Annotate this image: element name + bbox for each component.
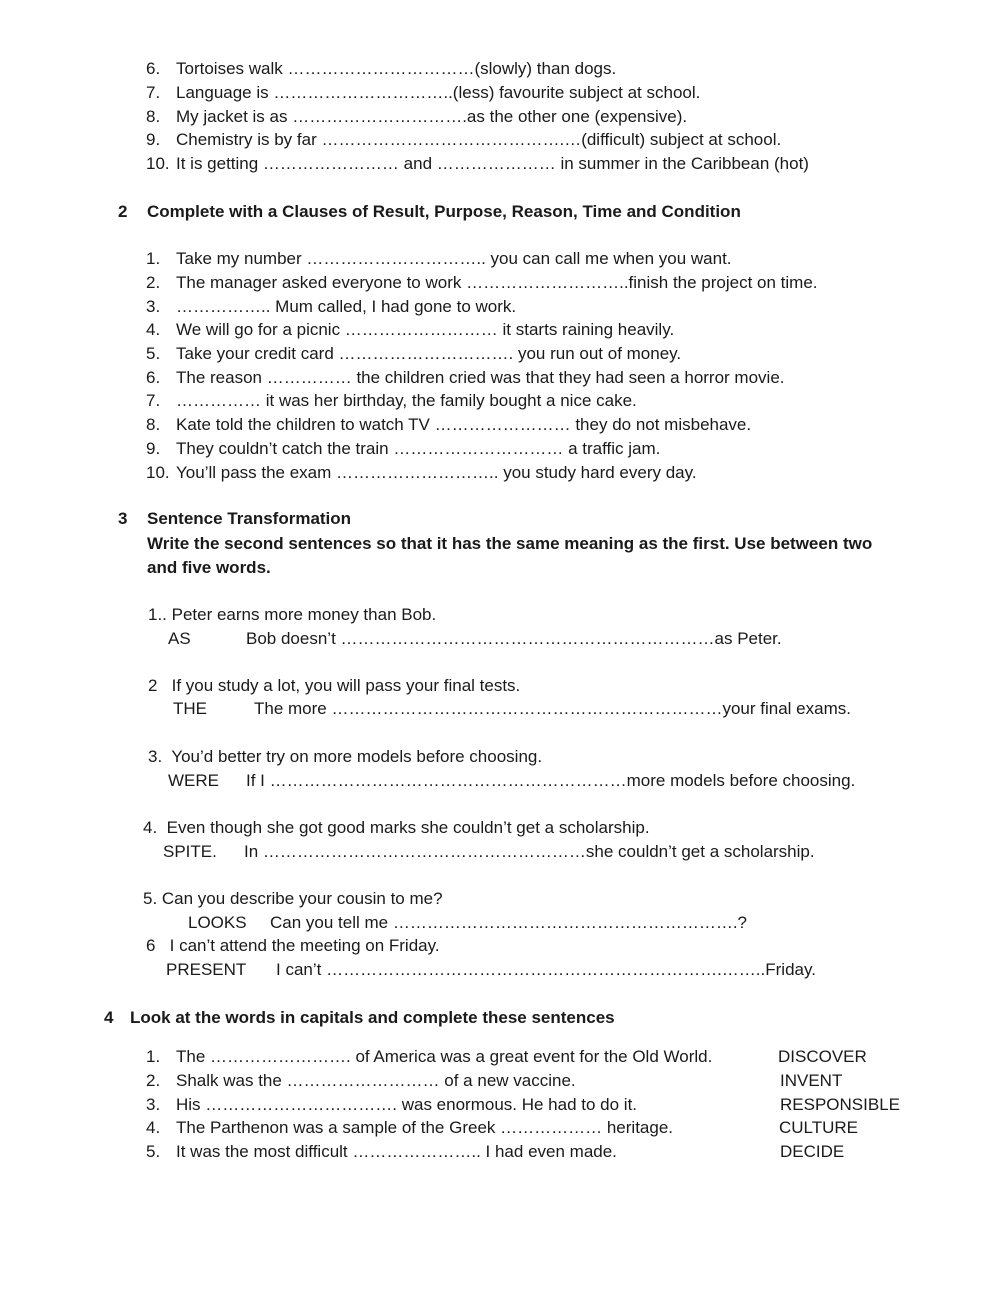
s2-item-4 — [146, 320, 674, 340]
s1-item-7 — [146, 83, 700, 103]
section3-number: 3 — [118, 509, 128, 528]
s1-item-9-number: 9. — [146, 130, 161, 149]
s3-item-2-sentence: 2 If you study a lot, you will pass your final tests. — [148, 676, 521, 695]
section2-number: 2 — [118, 202, 128, 221]
s2-item-4-text: We will go for a picnic ……………………… it starts raining heavily. — [176, 320, 675, 339]
s2-item-1-number: 1. — [146, 249, 161, 268]
s3-item-4-sentence: 4. Even though she got good marks she couldn’t get a scholarship. — [143, 818, 650, 837]
s2-item-6-text: The reason …………… the children cried was that they had seen a horror movie. — [176, 368, 785, 387]
s2-item-1 — [146, 249, 732, 269]
s1-item-10-number: 10. — [146, 154, 170, 173]
s2-item-7 — [146, 391, 637, 411]
section2-title: Complete with a Clauses of Result, Purpose, Reason, Time and Condition — [147, 202, 741, 221]
s1-item-8-text: My jacket is as ………………………….as the other one (expensive). — [176, 107, 688, 126]
s3-item-4-answer: In …………………………………………………she couldn’t get a scholarship. — [244, 842, 815, 861]
s2-item-1-text: Take my number ………………………….. you can call me when you want. — [176, 249, 732, 268]
s2-item-2-number: 2. — [146, 273, 161, 292]
s4-item-2 — [146, 1071, 576, 1091]
s4-item-5 — [146, 1142, 617, 1162]
s3-item-3-sentence: 3. You’d better try on more models before choosing. — [148, 747, 543, 766]
s1-item-6-text: Tortoises walk ……………………………(slowly) than dogs. — [176, 59, 617, 78]
s2-item-4-number: 4. — [146, 320, 161, 339]
s4-item-1-number: 1. — [146, 1047, 161, 1066]
s4-item-2-word: INVENT — [780, 1071, 843, 1090]
s4-item-1 — [146, 1047, 712, 1067]
s1-item-6 — [146, 59, 616, 79]
s2-item-3-number: 3. — [146, 297, 161, 316]
section3-instruction-line1: Write the second sentences so that it has the same meaning as the first. Use between two — [147, 534, 873, 553]
s2-item-3-text: …………….. Mum called, I had gone to work. — [176, 297, 517, 316]
section3-title: Sentence Transformation — [147, 509, 352, 528]
s3-item-5-keyword: LOOKS — [188, 913, 247, 932]
s3-item-1-sentence: 1.. Peter earns more money than Bob. — [148, 605, 437, 624]
s3-item-5-answer: Can you tell me …………………………………………………….? — [270, 913, 748, 932]
s3-item-2-keyword: THE — [173, 699, 207, 718]
s4-item-1-text: The ……………………. of America was a great event for the Old World. — [176, 1047, 713, 1066]
s4-item-4-number: 4. — [146, 1118, 161, 1137]
s1-item-9-text: Chemistry is by far …………………………………….…(difficult) subject at school. — [176, 130, 782, 149]
s4-item-4 — [146, 1118, 673, 1138]
s2-item-10-text: You’ll pass the exam ……………………….. you study hard every day. — [176, 463, 697, 482]
s4-item-3 — [146, 1095, 637, 1115]
s1-item-8 — [146, 107, 687, 127]
s3-item-4-keyword: SPITE. — [163, 842, 217, 861]
s3-item-3-keyword: WERE — [168, 771, 219, 790]
s1-item-10 — [146, 154, 809, 174]
s2-item-7-number: 7. — [146, 391, 161, 410]
s2-item-5-text: Take your credit card …………………………. you run out of money. — [176, 344, 682, 363]
s2-item-3 — [146, 297, 516, 317]
s4-item-2-number: 2. — [146, 1071, 161, 1090]
s3-item-1-answer: Bob doesn’t …………………………………………………………as Peter. — [246, 629, 782, 648]
s4-item-3-text: His ……………………………. was enormous. He had to do it. — [176, 1095, 638, 1114]
s3-item-5-sentence: 5. Can you describe your cousin to me? — [143, 889, 443, 908]
s4-item-3-word: RESPONSIBLE — [780, 1095, 900, 1114]
s4-item-5-number: 5. — [146, 1142, 161, 1161]
section4-title: Look at the words in capitals and complete these sentences — [130, 1008, 615, 1027]
section4-number: 4 — [104, 1008, 114, 1027]
s2-item-2-text: The manager asked everyone to work ………………………..finish the project on time. — [176, 273, 818, 292]
section3-instruction-line2: and five words. — [147, 558, 271, 577]
s2-item-6-number: 6. — [146, 368, 161, 387]
s4-item-4-word: CULTURE — [779, 1118, 859, 1137]
s2-item-8-number: 8. — [146, 415, 161, 434]
s3-item-3-answer: If I ………………………………………………………more models before choosing. — [246, 771, 856, 790]
s2-item-9-number: 9. — [146, 439, 161, 458]
s3-item-6-answer: I can’t …………………………………………………………….……..Friday. — [276, 960, 816, 979]
s2-item-8-text: Kate told the children to watch TV …………………… they do not misbehave. — [176, 415, 752, 434]
s4-item-5-text: It was the most difficult ………………….. I had even made. — [176, 1142, 617, 1161]
s4-item-5-word: DECIDE — [780, 1142, 845, 1161]
s1-item-9 — [146, 130, 781, 150]
s1-item-6-number: 6. — [146, 59, 161, 78]
s2-item-5-number: 5. — [146, 344, 161, 363]
s2-item-10-number: 10. — [146, 463, 170, 482]
s2-item-9 — [146, 439, 660, 459]
s2-item-6 — [146, 368, 785, 388]
s3-item-1-keyword: AS — [168, 629, 191, 648]
s2-item-10 — [146, 463, 697, 483]
s4-item-2-text: Shalk was the ……………………… of a new vaccine. — [176, 1071, 576, 1090]
s3-item-2-answer: The more ……………………………………………………………your final exams. — [254, 699, 851, 718]
s4-item-3-number: 3. — [146, 1095, 161, 1114]
s2-item-2 — [146, 273, 818, 293]
s4-item-1-word: DISCOVER — [778, 1047, 867, 1066]
s2-item-7-text: …………… it was her birthday, the family bought a nice cake. — [176, 391, 637, 410]
s3-item-6-keyword: PRESENT — [166, 960, 247, 979]
s2-item-8 — [146, 415, 751, 435]
s3-item-6-sentence: 6 I can’t attend the meeting on Friday. — [146, 936, 440, 955]
s2-item-5 — [146, 344, 681, 364]
s1-item-7-text: Language is …………………………..(less) favourite subject at school. — [176, 83, 701, 102]
s4-item-4-text: The Parthenon was a sample of the Greek ……………… heritage. — [176, 1118, 674, 1137]
s1-item-8-number: 8. — [146, 107, 161, 126]
s2-item-9-text: They couldn’t catch the train ………………………… a traffic jam. — [176, 439, 661, 458]
s1-item-7-number: 7. — [146, 83, 161, 102]
s1-item-10-text: It is getting …………………… and ………………… in summer in the Caribbean (hot) — [176, 154, 809, 173]
